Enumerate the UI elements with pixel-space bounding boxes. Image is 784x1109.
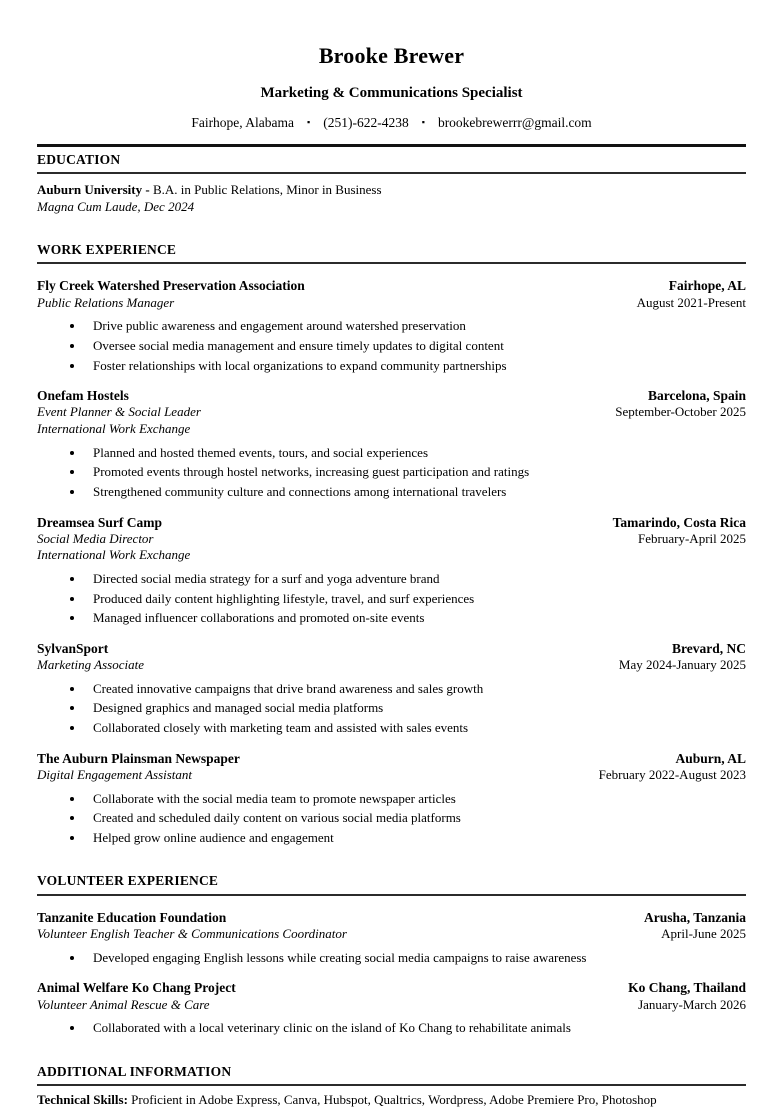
- resume-header: [37, 42, 746, 132]
- job-company: Dreamsea Surf Camp: [37, 514, 162, 530]
- job-role: Event Planner & Social Leader: [37, 404, 201, 420]
- section-heading-education: EDUCATION: [37, 147, 746, 174]
- job-dates: August 2021-Present: [636, 294, 746, 310]
- section-additional-information: [37, 1059, 746, 1109]
- volunteer-jobs-list: [37, 909, 746, 1037]
- separator-bullet-icon: ▪: [421, 117, 425, 128]
- section-education: [37, 147, 746, 216]
- job-role: Public Relations Manager: [37, 294, 175, 310]
- bullet-item: • Directed social media strategy for a surf and yoga adventure brand: [85, 571, 746, 588]
- job-company: The Auburn Plainsman Newspaper: [37, 750, 240, 766]
- volunteer-bullet-list: [37, 1020, 746, 1037]
- bullet-item: • Collaborate with the social media team to promote newspaper articles: [85, 791, 746, 808]
- job-role: Marketing Associate: [37, 657, 144, 673]
- job-location: Barcelona, Spain: [647, 388, 746, 404]
- bullet-item: • Planned and hosted themed events, tours, and social experiences: [85, 445, 746, 462]
- bullet-item: • Drive public awareness and engagement around watershed preservation: [85, 318, 746, 335]
- volunteer-role: Volunteer English Teacher & Communications Coordinator: [37, 926, 347, 941]
- job-dates: September-October 2025: [615, 404, 746, 420]
- bullet-item: • Collaborated with a local veterinary clinic on the island of Ko Chang to rehabilitate animals: [85, 1020, 746, 1037]
- bullet-item: • Created innovative campaigns that drive brand awareness and sales growth: [85, 681, 746, 698]
- job-entry: [37, 514, 746, 627]
- job-role-row: [37, 531, 746, 548]
- bullet-item: • Produced daily content highlighting lifestyle, travel, and surf experiences: [85, 591, 746, 608]
- separator-bullet-icon: ▪: [307, 117, 311, 128]
- education-degree: B.A. in Public Relations, Minor in Business: [152, 181, 382, 197]
- volunteer-dates: April-June 2025: [661, 926, 746, 941]
- job-entry: [37, 640, 746, 737]
- job-location: Fairhope, AL: [668, 278, 746, 294]
- technical-skills-text: Proficient in Adobe Express, Canva, Hubspot, Qualtrics, Wordpress, Adobe Premiere Pro, Photoshop: [131, 1092, 657, 1108]
- volunteer-bullet-list: [37, 950, 746, 967]
- volunteer-role-row: [37, 997, 746, 1014]
- volunteer-entry: [37, 909, 746, 967]
- person-name: Brooke Brewer: [318, 43, 465, 68]
- job-bullet-list: [37, 445, 746, 501]
- bullet-item: • Helped grow online audience and engagement: [85, 830, 746, 847]
- job-company: Onefam Hostels: [37, 388, 129, 404]
- bullet-item: • Strengthened community culture and connections among international travelers: [85, 484, 746, 501]
- bullet-item: • Oversee social media management and ensure timely updates to digital content: [85, 338, 746, 355]
- contact-location: Fairhope, Alabama: [191, 115, 295, 131]
- job-entry: [37, 750, 746, 847]
- job-note: International Work Exchange: [37, 421, 191, 437]
- job-bullet-list: [37, 318, 746, 374]
- job-role-row: [37, 404, 746, 421]
- job-role: Social Media Director: [37, 530, 154, 546]
- job-role: Digital Engagement Assistant: [37, 766, 193, 782]
- bullet-item: • Developed engaging English lessons while creating social media campaigns to raise awareness: [85, 950, 746, 967]
- education-degree-line: [37, 182, 746, 199]
- job-role-row: [37, 657, 746, 674]
- job-role-row: [37, 295, 746, 312]
- work-jobs-list: [37, 277, 746, 846]
- education-school: Auburn University -: [37, 181, 153, 197]
- section-heading-volunteer: VOLUNTEER EXPERIENCE: [37, 868, 746, 895]
- job-location: Brevard, NC: [672, 640, 746, 656]
- job-company: Fly Creek Watershed Preservation Association: [37, 278, 305, 294]
- contact-email: brookebrewerrr@gmail.com: [437, 115, 592, 131]
- job-header-row: [37, 514, 746, 531]
- volunteer-role: Volunteer Animal Rescue & Care: [37, 996, 210, 1012]
- bullet-item: • Promoted events through hostel networks, increasing guest participation and ratings: [85, 464, 746, 481]
- volunteer-header-row: [37, 979, 746, 996]
- job-header-row: [37, 277, 746, 294]
- job-bullet-list: [37, 571, 746, 627]
- volunteer-organization: Tanzanite Education Foundation: [37, 909, 227, 925]
- technical-skills-line: [37, 1092, 746, 1109]
- contact-phone: (251)-622-4238: [323, 115, 409, 131]
- job-header-row: [37, 750, 746, 767]
- section-heading-work: WORK EXPERIENCE: [37, 237, 746, 264]
- section-work-experience: [37, 237, 746, 846]
- job-role-row: [37, 767, 746, 784]
- bullet-item: • Designed graphics and managed social media platforms: [85, 700, 746, 717]
- volunteer-header-row: [37, 909, 746, 926]
- job-header-row: [37, 387, 746, 404]
- volunteer-location: Arusha, Tanzania: [643, 909, 746, 925]
- bullet-item: • Managed influencer collaborations and promoted on-site events: [85, 610, 746, 627]
- job-location: Auburn, AL: [675, 750, 746, 766]
- job-entry: [37, 277, 746, 374]
- volunteer-role-row: [37, 926, 746, 943]
- job-note: International Work Exchange: [37, 547, 191, 563]
- job-company: SylvanSport: [37, 640, 109, 656]
- volunteer-location: Ko Chang, Thailand: [628, 980, 746, 996]
- job-bullet-list: [37, 681, 746, 737]
- section-heading-additional: ADDITIONAL INFORMATION: [37, 1059, 746, 1086]
- volunteer-dates: January-March 2026: [638, 996, 746, 1012]
- job-bullet-list: [37, 791, 746, 847]
- contact-line: [37, 114, 746, 131]
- job-location: Tamarindo, Costa Rica: [612, 514, 746, 530]
- job-dates: February-April 2025: [638, 530, 746, 546]
- person-title: Marketing & Communications Specialist: [260, 85, 523, 102]
- volunteer-organization: Animal Welfare Ko Chang Project: [37, 980, 236, 996]
- job-dates: February 2022-August 2023: [598, 766, 746, 782]
- bullet-item: • Collaborated closely with marketing team and assisted with sales events: [85, 720, 746, 737]
- bullet-item: • Foster relationships with local organizations to expand community partnerships: [85, 358, 746, 375]
- job-header-row: [37, 640, 746, 657]
- job-dates: May 2024-January 2025: [618, 657, 746, 673]
- job-entry: [37, 387, 746, 500]
- education-honors: Magna Cum Laude, Dec 2024: [37, 198, 195, 214]
- volunteer-entry: [37, 979, 746, 1037]
- bullet-item: • Created and scheduled daily content on various social media platforms: [85, 810, 746, 827]
- section-volunteer-experience: [37, 868, 746, 1036]
- technical-skills-label: Technical Skills:: [37, 1092, 132, 1108]
